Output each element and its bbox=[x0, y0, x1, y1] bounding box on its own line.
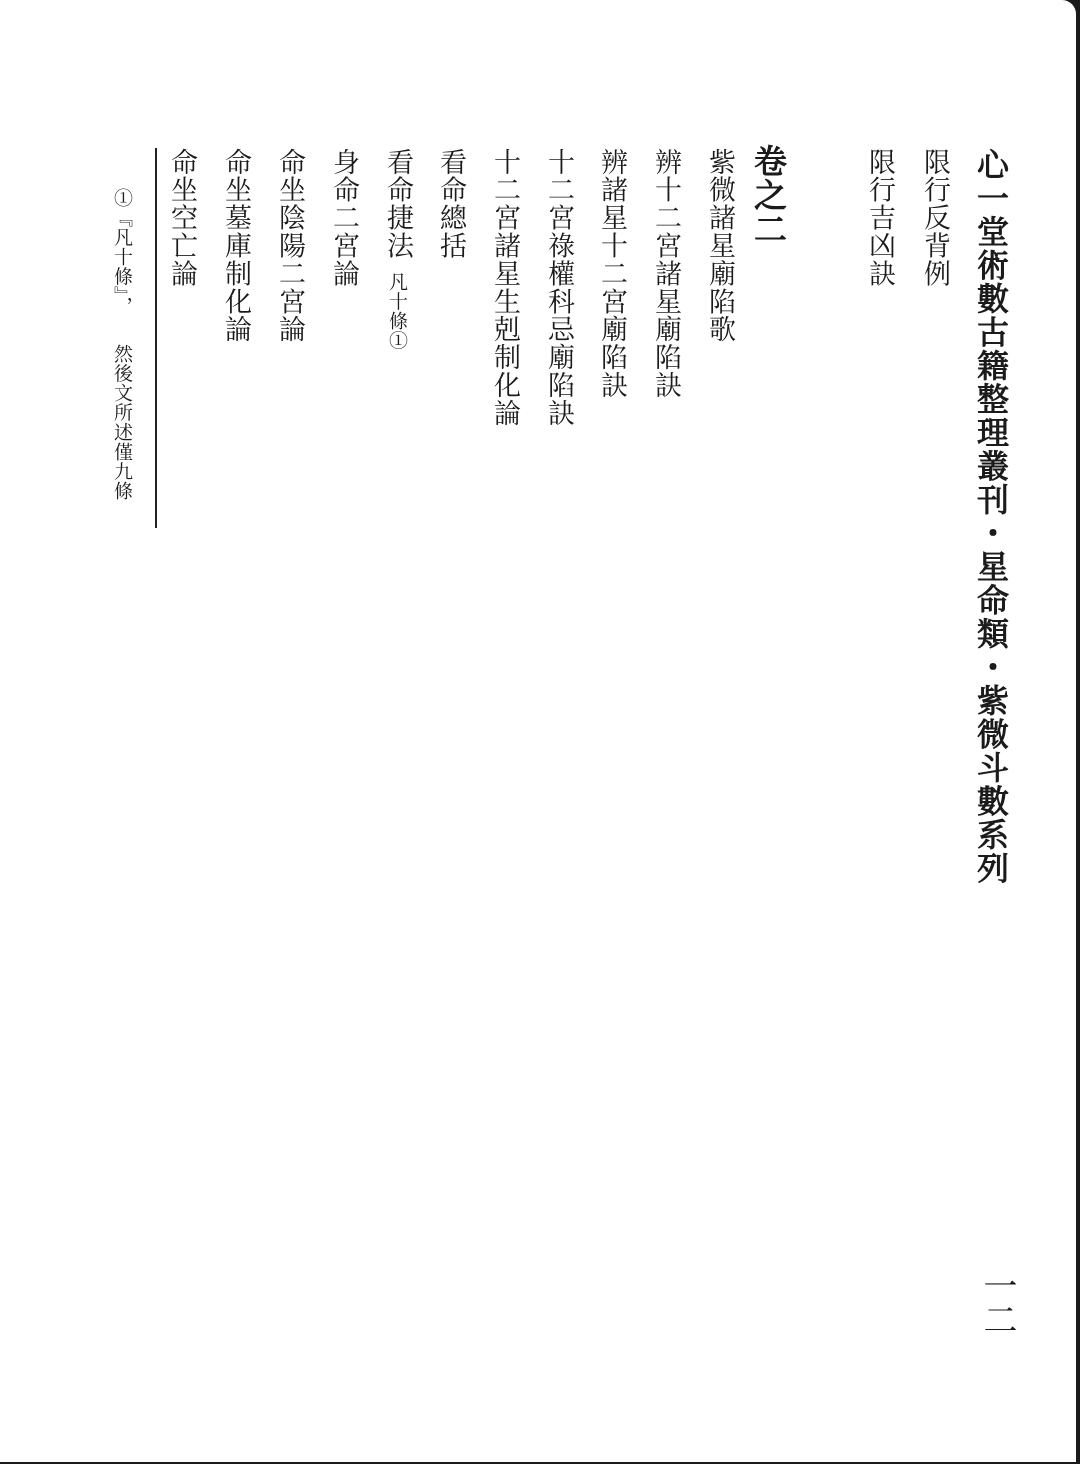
toc-entry: 十二宮祿權科忌廟陷訣 bbox=[543, 148, 574, 427]
toc-entry: 十二宮諸星生剋制化論 bbox=[489, 148, 520, 427]
toc-entry: 辨十二宮諸星廟陷訣 bbox=[650, 148, 681, 400]
toc-entry-text: 看命捷法 bbox=[382, 148, 413, 260]
volume-heading: 卷之二 bbox=[749, 144, 788, 246]
toc-entry: 紫微諸星廟陷歌 bbox=[704, 148, 735, 344]
page-number: 一二 bbox=[977, 1268, 1017, 1336]
footnote bbox=[112, 188, 131, 501]
toc-entry: 限行反背例 bbox=[919, 148, 950, 288]
toc-entry: 看命總括 bbox=[435, 148, 466, 260]
toc-entry: 辨諸星十二宮廟陷訣 bbox=[596, 148, 627, 400]
toc-entry-with-note bbox=[384, 148, 411, 350]
footnote-rule bbox=[155, 148, 157, 528]
toc-entry: 限行吉凶訣 bbox=[864, 148, 895, 288]
series-title: 心一堂術數古籍整理叢刊・星命類・紫微斗數系列 bbox=[972, 148, 1010, 885]
toc-entry: 命坐空亡論 bbox=[166, 148, 197, 288]
toc-entry: 命坐陰陽二宮論 bbox=[274, 148, 305, 344]
footnote-marker: ①『凡十條』， bbox=[111, 188, 133, 316]
footnote-text: 然後文所述僅九條 bbox=[111, 343, 133, 501]
toc-inline-note: 凡十條① bbox=[386, 271, 408, 350]
toc-entry: 命坐墓庫制化論 bbox=[220, 148, 251, 344]
toc-entry: 身命二宮論 bbox=[328, 148, 359, 288]
